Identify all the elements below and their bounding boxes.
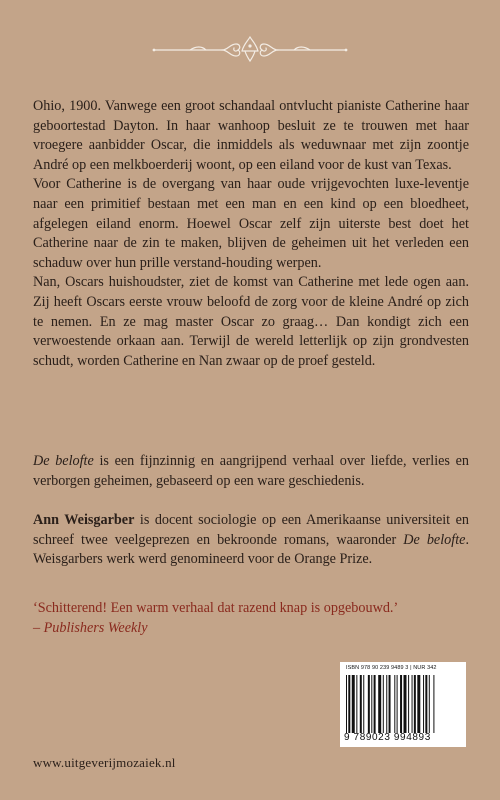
summary-text: is een fijnzinnig en aangrijpend verhaal over liefde, verlies en verborgen geheimen, gebaseerd op een ware geschiedenis. bbox=[33, 453, 469, 489]
quote-source: – Publishers Weekly bbox=[33, 619, 148, 636]
barcode-bar bbox=[408, 675, 409, 733]
fleur-de-lis-ornament-icon bbox=[150, 34, 350, 64]
synopsis-paragraph: Ohio, 1900. Vanwege een groot schandaal ontvlucht pianiste Catherine haar geboortestad Dayton. In haar wanhoop besluit ze te trouwen met haar vroegere aanbidder Oscar, die inmiddels als weduwnaar met zijn zoontje André op een melkboerderij woont, op een eiland voor de kust van Texas. bbox=[33, 98, 469, 173]
book-summary bbox=[33, 452, 469, 491]
isbn-label: ISBN 978 90 239 9489 3 | NUR 342 bbox=[346, 665, 437, 671]
barcode-bar bbox=[348, 675, 350, 733]
barcode-bar bbox=[433, 675, 434, 733]
book-title: De belofte bbox=[33, 453, 94, 469]
barcode-bar bbox=[425, 675, 427, 733]
publisher-website[interactable]: www.uitgeverijmozaiek.nl bbox=[33, 755, 176, 770]
barcode-bar bbox=[378, 675, 381, 733]
barcode-bar bbox=[368, 675, 370, 733]
barcode-bar bbox=[352, 675, 355, 733]
barcode-bar bbox=[404, 675, 407, 733]
barcode-bar bbox=[389, 675, 391, 733]
barcode-bar bbox=[417, 675, 420, 733]
barcode-bar bbox=[400, 675, 402, 733]
barcode-bar bbox=[356, 675, 357, 733]
author-bio-text-end: . Weisgarbers werk werd genomineerd voor de Orange Prize. bbox=[33, 531, 469, 568]
author-name: Ann Weisgarber bbox=[33, 512, 135, 528]
barcode-bar bbox=[383, 675, 384, 733]
book-title: De belofte bbox=[403, 531, 466, 548]
barcode-bar bbox=[386, 675, 387, 733]
barcode-bar bbox=[374, 675, 376, 733]
barcode-bar bbox=[346, 675, 347, 733]
synopsis-paragraph: Voor Catherine is de overgang van haar oude vrijgevochten luxe-leventje naar een primitief bestaan met een man en een kind op een bloedheet, afgelegen eiland enorm. Hoewel Oscar zelf zijn uiterste best doet het Catherine naar de zin te maken, blijven de geheimen uit het verleden een schaduw over hun prille verstand-houding werpen. bbox=[33, 176, 469, 271]
isbn-barcode bbox=[340, 662, 466, 747]
barcode-bar bbox=[429, 675, 430, 733]
barcode-bar bbox=[371, 675, 372, 733]
author-bio bbox=[33, 511, 469, 570]
quote-text: ‘Schitterend! Een warm verhaal dat razend knap is opgebouwd.’ bbox=[33, 600, 399, 616]
barcode-bars bbox=[346, 675, 460, 733]
barcode-bar bbox=[412, 675, 413, 733]
review-quote bbox=[33, 599, 469, 638]
barcode-bar bbox=[423, 675, 424, 733]
barcode-bar bbox=[414, 675, 416, 733]
barcode-bar bbox=[360, 675, 362, 733]
synopsis-paragraph: Nan, Oscars huishoudster, ziet de komst van Catherine met lede ogen aan. Zij heeft Oscars eerste vrouw beloofd de zorg voor de kleine André op zich te nemen. En ze mag master Oscar zo graag… Dan kondigt zich een verwoestende orkaan aan. Terwijl de wereld letterlijk op zijn grondvesten schudt, worden Catherine en Nan zwaar op de proef gesteld. bbox=[33, 274, 469, 369]
barcode-bar bbox=[363, 675, 364, 733]
barcode-digits: 9 789023 994893 bbox=[344, 732, 431, 743]
barcode-bar bbox=[397, 675, 398, 733]
synopsis bbox=[33, 97, 469, 371]
barcode-bar bbox=[394, 675, 395, 733]
author-bio-text: is docent sociologie op een Amerikaanse universiteit en schreef twee veelgeprezen en bekroonde romans, waaronder bbox=[33, 512, 469, 548]
